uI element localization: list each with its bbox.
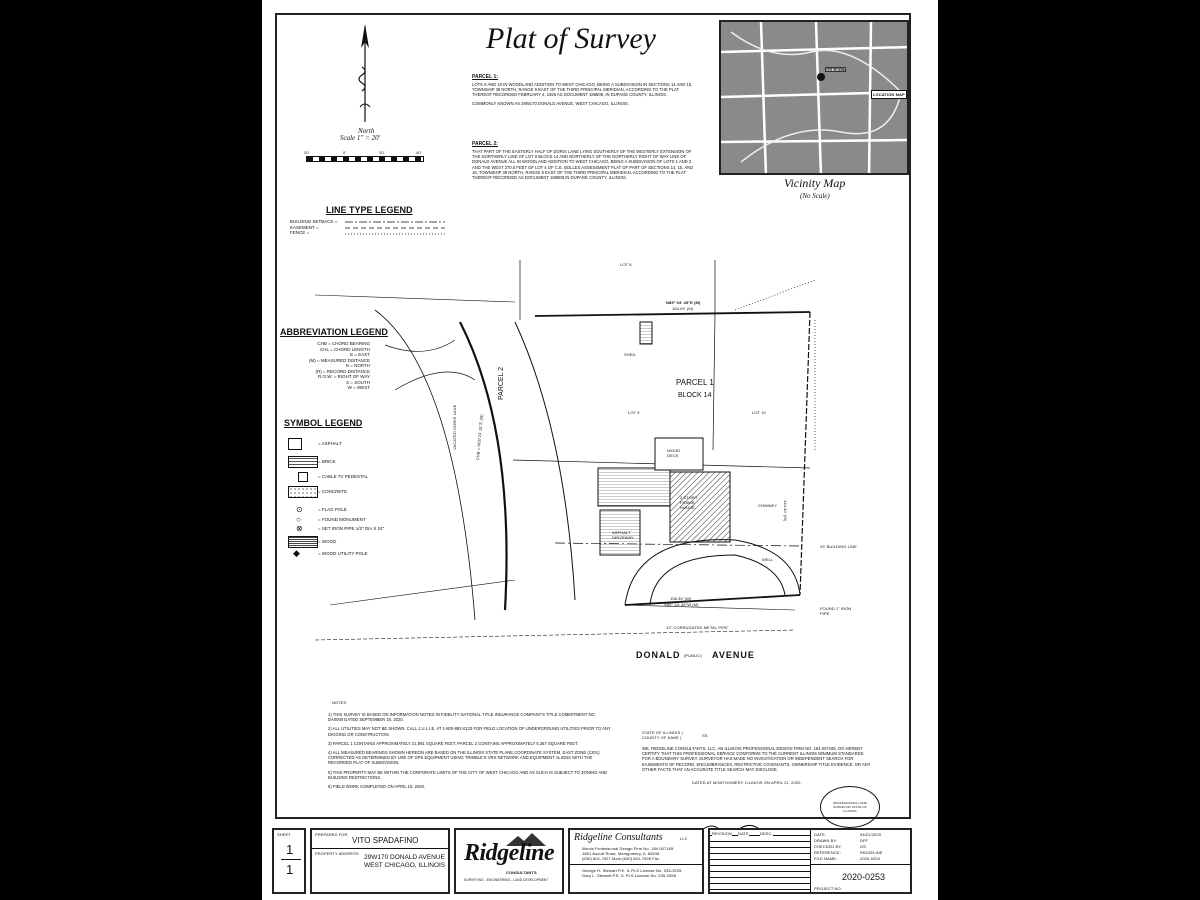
parcel1-label: PARCEL 1: [676, 378, 714, 387]
scale-tick: 40': [416, 150, 422, 155]
firm-contact: George H. Stewart P.E. IL PLS License No. 035-3205: [582, 868, 682, 873]
lot9-label: LOT 9: [628, 410, 640, 415]
block-label: BLOCK 14: [678, 392, 712, 399]
firm-logo: Ridgeline: [464, 840, 555, 866]
abbrev-row: N = NORTH: [345, 363, 370, 368]
symbol-row: = CABLE TV PEDESTAL: [318, 474, 368, 479]
north-bearing: N89° 04' 45"E (M): [666, 300, 701, 305]
chord-label: CHB = N05°24' 31"E (M): [475, 414, 485, 461]
lot8-label: LOT 8: [620, 262, 632, 267]
sheet-number: 1: [286, 842, 294, 857]
abbrev-row: (M) = MEASURED DISTANCE: [308, 357, 370, 363]
symbol-legend-heading: SYMBOL LEGEND: [284, 418, 363, 428]
property-address-line1: 29W170 DONALD AVENUE: [364, 854, 445, 861]
north-distance: 164.09' (M): [672, 306, 694, 311]
shed-label: SHED: [624, 352, 636, 357]
cert-ss: SS: [702, 733, 708, 738]
parcel2-description: [472, 141, 697, 180]
client-name: VITO SPADAFINO: [352, 836, 419, 845]
notes-heading: NOTES: [332, 700, 347, 705]
firm-line: 1661 Aucutt Road, Montgomery, IL 60538: [582, 851, 660, 856]
well-label: WELL: [762, 557, 774, 562]
note-item: 2) ALL UTILITIES MAY NOT BE SHOWN. CALL J.U.L.I.E. AT 1-800-892-0123 FOR FIELD LOCATION OF UNDERGROUND UTILITIES PRIOR TO ANY DIGGING OR CONSTRUCTION.: [328, 726, 611, 737]
parcel1-heading: PARCEL 1:: [472, 74, 498, 80]
symbol-row: = FOUND MONUMENT: [318, 517, 366, 522]
note-item: 1) THIS SURVEY IS BASED ON INFORMATION NOTED IN FIDELITY NATIONAL TITLE INSURANCE COMPANY'S TITLE COMMITMENT NO. DA0000 DATED SEPTEMBER 16, 2020.: [328, 712, 596, 723]
symbol-row: = BRICK: [318, 459, 336, 464]
chimney-label: CHIMNEY: [758, 503, 778, 508]
right-label: DRAWN BY:: [814, 838, 838, 843]
east-distance: 144.40' (M): [783, 500, 788, 522]
vicinity-subject-label: SUBJECT: [826, 67, 846, 72]
cert-state: STATE OF ILLINOIS ): [642, 730, 683, 735]
cert-county: COUNTY OF KANE ): [642, 735, 682, 740]
note-item: 4) ALL MEASURED BEARINGS SHOWN HEREON ARE BASED ON THE ILLINOIS STATE PLANE COORDINATE SYSTEM, EAST ZONE (1201) CORRECTED AS DETERMINED BY USE OF GPS EQUIPMENT USING TRIMBLE'S VRS NETWORK AND EQUIPMENT ALIGNS WITH THE RECORDED PLAT OF SUBDIVISION.: [328, 750, 600, 766]
property-address-line2: WEST CHICAGO, ILLINOIS: [364, 862, 446, 869]
firm-llc: LLC: [680, 836, 688, 841]
sheet-cell: [272, 828, 306, 894]
firm-line: (630) 801-7927 Main (630) 801-7928 Fax: [582, 856, 660, 861]
logo-sub: CONSULTANTS: [506, 870, 537, 875]
symbol-row: = FLAG POLE: [318, 507, 347, 512]
right-value: 04/21/2020: [860, 832, 882, 837]
abbrev-legend-heading: ABBREVIATION LEGEND: [280, 327, 388, 337]
corrugated-pipe-label: 12" CORRUGATED METAL PIPE: [666, 625, 728, 630]
line-legend: [290, 219, 337, 236]
abbrev-row: CHL = CHORD LENGTH: [320, 346, 370, 352]
right-label: FILE NAME:: [814, 856, 838, 861]
vicinity-scale: (No Scale): [800, 192, 830, 200]
parcel2-text: THAT PART OF THE EASTERLY HALF OF DORIS LANE LYING SOUTHERLY OF THE WESTERLY EXTENSION OF THE NORTHERLY LINE OF LOT 9 BLOCK 14 AND NORTHERLY OF THE NORTHERLY RIGHT OF WAY LINE OF DONALD AVENUE ALL IN WOODLAND ADDITION TO WEST CHICAGO, BEING A SUBDIVISION OF LOTS 1 AND 2 AND THE WEST 270.0 FEET OF LOT 4 OF C.E. BOLLES ASSESSMENT PLAT OF PART OF SECTIONS 14, 15, AND 16, TOWNSHIP 39 NORTH, RANGE 9 EAST OF THE THIRD PRINCIPAL MERIDIAN, ACCORDING TO THE PLAT THEREOF RECORDED AS DOCUMENT 188808 IN DUPAGE COUNTY, ILLINOIS.: [472, 149, 694, 181]
south-distance: 158.30' (M): [670, 596, 692, 601]
scale-tick: 20': [379, 150, 385, 155]
south-bearing: S89° 04' 45"W (M): [664, 602, 699, 607]
client-cell: [310, 828, 450, 894]
symbol-row: = WOOD UTILITY POLE: [318, 551, 368, 556]
symbol-row: = WOOD: [318, 539, 337, 544]
logo-tagline: SURVEYING - ENGINEERING - LAND DEVELOPMENT: [464, 878, 549, 882]
abbrev-row: (R) = RECORD DISTANCE: [315, 368, 370, 374]
iron-pipe-icon: ⊗: [296, 524, 303, 533]
abbrev-row: CHB = CHORD BEARING: [317, 341, 370, 346]
property-label: PROPERTY ADDRESS: [315, 851, 359, 856]
rev-header: DATE: [738, 831, 749, 836]
house-label: 2 STORY FRAME HOUSE: [680, 495, 698, 510]
line-legend-row: EASEMENT =: [290, 224, 319, 230]
symbol-row: = SET IRON PIPE 1/2" DIA X 24": [318, 526, 385, 531]
utility-pole-icon: ◆: [293, 548, 300, 558]
revision-table: [710, 830, 811, 892]
right-value: RIDGELINE: [860, 850, 883, 855]
firm-divider: [570, 864, 702, 865]
right-value: 2020-0253: [860, 856, 881, 861]
firm-cell: [568, 828, 704, 894]
scale-bar: [306, 156, 424, 162]
asphalt-label: ASPHALT DRIVEWAY: [612, 530, 634, 540]
abbrev-row: W = WEST: [347, 385, 370, 390]
found-pipe-label: FOUND 1" IRON PIPE: [820, 606, 852, 616]
scale-tick: 20': [304, 150, 310, 155]
project-divider: [810, 864, 910, 865]
seal-text: PROFESSIONAL LAND SURVEYOR STATE OF ILLINOIS: [833, 801, 867, 813]
right-label: CHECKED BY:: [814, 844, 842, 849]
street-note: (PUBLIC): [684, 653, 702, 658]
parcel1-address: COMMONLY KNOWN AS 29W170 DONALD AVENUE, WEST CHICAGO, ILLINOIS.: [472, 100, 629, 106]
client-divider: [312, 848, 448, 849]
rev-header: DESC.: [760, 831, 773, 836]
right-label: DATE:: [814, 832, 826, 837]
scale-label: Scale 1" = 20': [340, 134, 381, 142]
deck-label: WOOD DECK: [667, 448, 681, 458]
street-suffix: AVENUE: [712, 650, 755, 660]
sheet-divider: [281, 859, 301, 860]
revision-cell: [708, 828, 912, 894]
notes-block: [328, 700, 612, 789]
certification-block: [642, 730, 892, 785]
right-label: REFERENCE:: [814, 850, 841, 855]
parcel1-description: [472, 74, 697, 106]
firm-contact: Gary L. Stewart P.E. IL PLS License No. 035-3398: [582, 873, 676, 878]
note-item: 3) PARCEL 1 CONTAINS APPROXIMATELY 21,891 SQUARE FEET. PARCEL 2 CONTAINS APPROXIMATELY 5,367 SQUARE FEET.: [328, 740, 579, 746]
parcel2-label: PARCEL 2: [498, 366, 505, 400]
setback-label: 25' BUILDING LINE: [820, 544, 857, 549]
site-plan: [275, 250, 911, 670]
street-name: DONALD: [636, 650, 681, 660]
rev-header: REVISION: [712, 831, 732, 836]
note-item: 5) THIS PROPERTY MAY BE WITHIN THE CORPORATE LIMITS OF THE CITY OF WEST CHICAGO AND AS SUCH IS SUBJECT TO ZONING AND BUILDING RESTRICTIONS.: [328, 769, 608, 780]
logo-cell: [454, 828, 564, 894]
line-legend-heading: LINE TYPE LEGEND: [326, 205, 413, 215]
parcel1-text: LOTS 9 AND 10 IN WOODLAND ADDITION TO WEST CHICAGO, BEING A SUBDIVISION IN SECTIONS 14 AND 15, TOWNSHIP 39 NORTH, RANGE 9 EAST OF THE THIRD PRINCIPAL MERIDIAN, ACCORDING TO THE PLAT THEREOF RECORDED FEBRUARY 4, 1925 AS DOCUMENT 188808, IN DUPAGE COUNTY, ILLINOIS.: [472, 82, 693, 98]
line-legend-row: BUILDING SETBACK =: [290, 219, 338, 224]
found-monument-icon: ○: [296, 515, 301, 524]
location-map-label: LOCATION MAP: [873, 92, 905, 97]
symbol-row: = CONCRETE: [318, 489, 348, 494]
right-value: GS: [860, 844, 866, 849]
scale-tick: 0': [343, 150, 347, 155]
vicinity-map: [719, 20, 909, 175]
note-item: 6) FIELD WORK COMPLETED ON APRIL 10, 2020.: [328, 784, 426, 790]
abbrev-row: E = EAST: [350, 352, 370, 357]
project-number: 2020-0253: [842, 872, 886, 882]
prepared-for-label: PREPARED FOR: [315, 832, 348, 837]
title-block: [272, 828, 912, 894]
abbrev-row: S = SOUTH: [346, 379, 370, 385]
lot10-label: LOT 10: [752, 410, 766, 415]
north-label: North: [358, 127, 375, 135]
vicinity-title: Vicinity Map: [784, 176, 846, 190]
firm-line: Illinois Professional Design Firm No. 184.007165: [582, 846, 674, 851]
cert-text: WE, RIDGELINE CONSULTANTS, LLC, AN ILLINOIS PROFESSIONAL DESIGN FIRM NO. 184.007165, DO HEREBY CERTIFY THAT THIS PROFESSIONAL SERVICE CONFORMS TO THE CURRENT ILLINOIS MINIMUM STANDARDS FOR A BOUNDARY SURVEY. SURVEYOR HAS MADE NO INVESTIGATION OR INDEPENDENT SEARCH FOR EASEMENTS OF RECORD, ENCUMBRANCES, RESTRICTIVE COVENANTS, OWNERSHIP TITLE EVIDENCE, OR ANY OTHER FACTS THAT AN ACCURATE TITLE SEARCH MAY DISCLOSE.: [642, 746, 871, 772]
surveyor-seal: [820, 786, 880, 828]
cert-dated: DATED AT MONTGOMERY, ILLINOIS ON APRIL 21, 2020.: [692, 780, 802, 786]
symbol-row: = ASPHALT: [318, 441, 342, 446]
page-title: Plat of Survey: [486, 22, 656, 55]
firm-name: Ridgeline Consultants: [574, 832, 663, 843]
line-legend-row: FENCE =: [290, 230, 310, 235]
abbrev-row: R.O.W. = RIGHT OF WAY: [317, 374, 370, 379]
sheet-of: 1: [286, 862, 294, 877]
right-value: DFF: [860, 838, 869, 843]
project-label: PROJECT NO.: [814, 886, 842, 891]
vacated-lane-label: VACATED DORIS LANE: [452, 404, 457, 450]
sheet-label: SHEET: [277, 832, 291, 837]
parcel2-heading: PARCEL 2:: [472, 141, 498, 147]
flag-pole-icon: ⊙: [296, 505, 303, 514]
line-type-samples: [345, 219, 445, 237]
